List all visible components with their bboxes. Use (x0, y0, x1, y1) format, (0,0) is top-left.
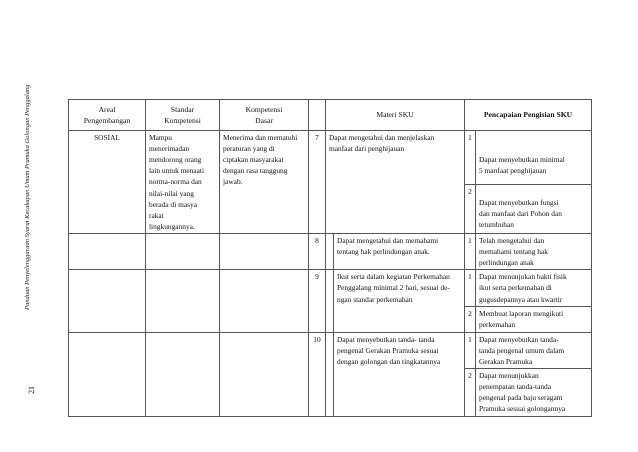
empty-cell (220, 270, 309, 332)
header-standar: Standar Kompetensi (146, 100, 220, 131)
header-pencapaian: Pencapaian Pengisian SKU (465, 100, 592, 131)
sub-number: 1 (465, 131, 476, 185)
sub-number: 2 (465, 307, 476, 332)
table-row (69, 131, 592, 185)
pencapaian-cell: Dapat menunjukkan penempatan tanda-tanda pengenal pada baju seragam Pramuka sesuai golongannya (476, 368, 592, 416)
materi-cell: Ikut serta dalam kegiatan Perkemahan Penggalang minimal 2 hari, sesuai de- ngan standar perkemahan (334, 270, 465, 332)
header-blank (309, 100, 326, 131)
materi-cell: Dapat mengetahui dan memahami tentang hak perlindungan anak. (334, 233, 465, 269)
empty-cell (220, 233, 309, 269)
sub-number: 1 (465, 332, 476, 368)
empty-cell (69, 270, 146, 332)
sub-number: 1 (465, 270, 476, 307)
table-row (69, 332, 592, 368)
pencapaian-cell: Dapat menyebutkan tanda- tanda pengenal umum dalam Gerakan Pramuka (476, 332, 592, 368)
header-areal: Areal Pengembangan (69, 100, 146, 131)
pencapaian-cell: Telah mengetahui dan memahami tentang hak perlindungan anak (476, 233, 592, 269)
pencapaian-cell: Membuat laporan mengikuti perkemahan (476, 307, 592, 332)
empty-cell (146, 332, 220, 416)
sub-number: 2 (465, 184, 476, 233)
empty-cell (326, 332, 334, 416)
kompetensi-cell: Menerima dan mematuhi peraturan yang di ciptakan masyarakat dengan rasa tanggung jawab. (220, 131, 309, 234)
materi-cell: Dapat mengetahui dan menjelaskan manfaat dari penghijauan (326, 131, 465, 234)
empty-cell (69, 233, 146, 269)
empty-cell (220, 332, 309, 416)
materi-cell: Dapat menyebutkan tanda- tanda pengenal Gerakan Pramuka sesuai dengan golongan dan tingkatannya (334, 332, 465, 416)
page-number-text: 21 (27, 386, 36, 394)
empty-cell (146, 233, 220, 269)
sku-table (68, 99, 592, 417)
empty-cell (146, 270, 220, 332)
areal-cell: SOSIAL (69, 131, 146, 234)
item-number: 10 (309, 332, 326, 416)
empty-cell (326, 270, 334, 332)
empty-cell (326, 233, 334, 269)
header-row (69, 100, 592, 131)
table-row (69, 233, 592, 269)
item-number: 7 (309, 131, 326, 234)
running-header-text: Panduan Penyelenggaraan Syarat Kecakapan Umum Pramuka Golongan Penggalang (24, 84, 31, 310)
pencapaian-cell: Dapat menunjukan bakti fisik ikut serta perkemahan di gugusdepannya atau kwartir (476, 270, 592, 307)
pencapaian-cell: Dapat menyebutkan fungsi dan manfaat dari Pohon dan tetumbuhan (476, 184, 592, 233)
running-header (22, 20, 38, 320)
table-row (69, 270, 592, 307)
page-number (24, 384, 40, 404)
pencapaian-cell: Dapat menyebutkan minimal 5 manfaat penghijauan (476, 131, 592, 185)
item-number: 9 (309, 270, 326, 332)
header-materi: Materi SKU (326, 100, 465, 131)
empty-cell (69, 332, 146, 416)
item-number: 8 (309, 233, 326, 269)
sub-number: 2 (465, 368, 476, 416)
standar-cell: Mampu menerimadan mendorong orang lain untuk menaati norma-norma dan nilai-nilai yang berada di masya rakat lingkungannya. (146, 131, 220, 234)
sub-number: 1 (465, 233, 476, 269)
header-kompetensi: Kompetensi Dasar (220, 100, 309, 131)
